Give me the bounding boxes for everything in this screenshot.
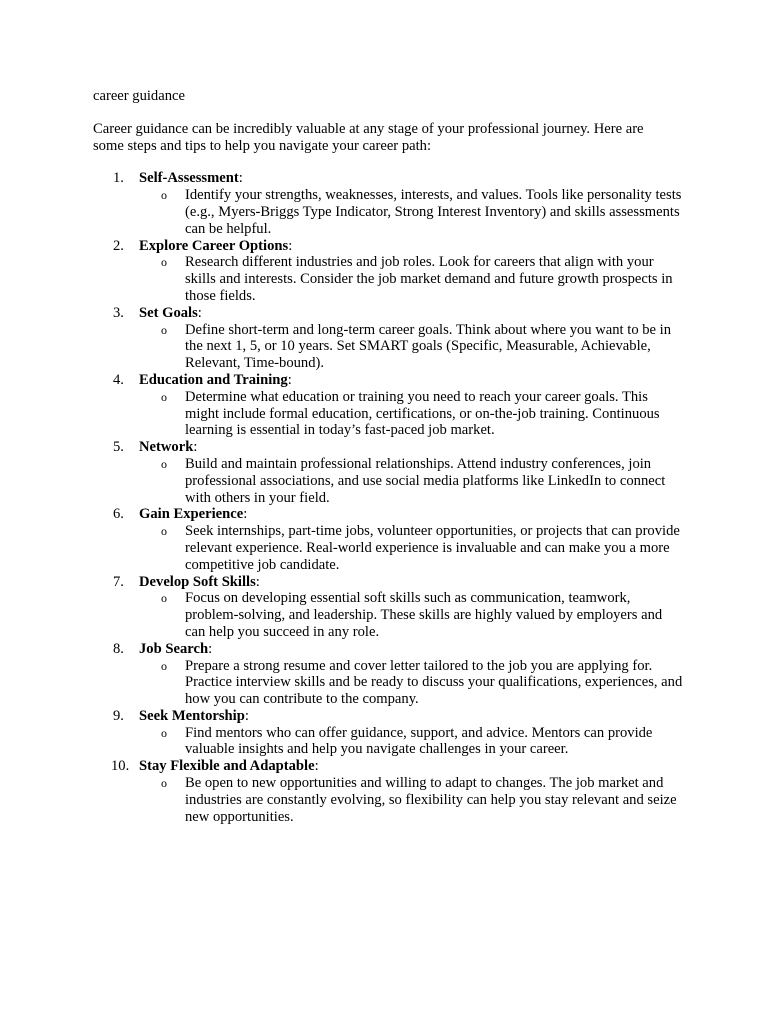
- step-number: 2.: [113, 237, 124, 254]
- sub-list: [139, 187, 683, 237]
- circle-bullet-icon: o: [161, 776, 167, 791]
- step-heading: [139, 439, 683, 456]
- step-label: Stay Flexible and Adaptable: [139, 758, 315, 775]
- step-number: 1.: [113, 170, 124, 187]
- sub-list-item: [139, 187, 683, 237]
- circle-bullet-icon: o: [161, 389, 167, 404]
- step-label-colon: :: [255, 573, 260, 590]
- step-heading: [139, 238, 683, 255]
- step-detail-text: Define short-term and long-term career goals. Think about where you want to be in the next 1, 5, or 10 years. Set SMART goals (Specific, Measurable, Achievable, Relevant, Time-bound).: [185, 321, 672, 372]
- step-detail-text: Prepare a strong resume and cover letter tailored to the job you are applying for. Practice interview skills and be ready to discuss your qualifications, experiences, and how you can contribute to the company.: [185, 657, 683, 708]
- step-heading: [139, 758, 683, 775]
- sub-list: [139, 725, 683, 759]
- step-label: Develop Soft Skills: [139, 573, 256, 590]
- list-item: [93, 506, 683, 573]
- step-number: 8.: [113, 640, 124, 657]
- circle-bullet-icon: o: [161, 456, 167, 471]
- list-item: [93, 372, 683, 439]
- step-heading: [139, 372, 683, 389]
- sub-list: [139, 658, 683, 708]
- step-label: Seek Mentorship: [139, 707, 245, 724]
- list-item: [93, 641, 683, 708]
- sub-list-item: [139, 456, 683, 506]
- step-label: Set Goals: [139, 304, 198, 321]
- list-item: [93, 708, 683, 758]
- step-label: Explore Career Options: [139, 237, 289, 254]
- circle-bullet-icon: o: [161, 255, 167, 270]
- step-detail-text: Be open to new opportunities and willing to adapt to changes. The job market and industries are constantly evolving, so flexibility can help you stay relevant and seize new opportunities.: [185, 775, 677, 825]
- list-item: [93, 574, 683, 641]
- step-heading: [139, 506, 683, 523]
- sub-list-item: [139, 254, 683, 304]
- step-detail-text: Seek internships, part-time jobs, volunteer opportunities, or projects that can provide relevant experience. Real-world experience is invaluable and can make you a more competitive job candidate.: [185, 523, 680, 573]
- circle-bullet-icon: o: [161, 591, 167, 606]
- step-heading: [139, 305, 683, 322]
- step-number: 3.: [113, 304, 124, 321]
- step-label: Self-Assessment: [139, 170, 239, 187]
- step-label-colon: :: [197, 304, 202, 321]
- step-heading: [139, 641, 683, 658]
- step-label-colon: :: [193, 439, 198, 456]
- list-item: [93, 758, 683, 825]
- step-heading: [139, 170, 683, 187]
- step-number: 9.: [113, 707, 124, 724]
- step-detail-text: Research different industries and job roles. Look for careers that align with your skills and interests. Consider the job market demand and future growth prospects in those fields.: [185, 254, 673, 304]
- list-item: [93, 305, 683, 372]
- step-number: 4.: [113, 371, 124, 388]
- step-label-colon: :: [287, 371, 292, 388]
- step-detail-text: Find mentors who can offer guidance, support, and advice. Mentors can provide valuable insights and help you navigate challenges in your career.: [185, 724, 653, 758]
- step-number: 7.: [113, 573, 124, 590]
- steps-list: [93, 170, 683, 825]
- document-title: career guidance: [93, 88, 185, 104]
- step-label-colon: :: [314, 758, 319, 775]
- circle-bullet-icon: o: [161, 658, 167, 673]
- circle-bullet-icon: o: [161, 524, 167, 539]
- step-label-colon: :: [238, 170, 243, 187]
- circle-bullet-icon: o: [161, 188, 167, 203]
- step-number: 6.: [113, 506, 124, 523]
- sub-list-item: [139, 590, 683, 640]
- sub-list-item: [139, 725, 683, 759]
- sub-list: [139, 523, 683, 573]
- intro-paragraph: Career guidance can be incredibly valuable at any stage of your professional journey. Here are some steps and tips to help you navigate your career path:: [93, 120, 644, 154]
- sub-list-item: [139, 523, 683, 573]
- step-heading: [139, 574, 683, 591]
- sub-list-item: [139, 658, 683, 708]
- step-detail-text: Identify your strengths, weaknesses, interests, and values. Tools like personality tests (e.g., Myers-Briggs Type Indicator, Strong Interest Inventory) and skills assessments can be helpful.: [185, 187, 682, 237]
- sub-list: [139, 254, 683, 304]
- document-page: [93, 88, 683, 825]
- sub-list: [139, 590, 683, 640]
- circle-bullet-icon: o: [161, 322, 167, 337]
- step-detail-text: Build and maintain professional relationships. Attend industry conferences, join professional associations, and use social media platforms like LinkedIn to connect with others in your field.: [185, 455, 666, 506]
- sub-list-item: [139, 322, 683, 372]
- sub-list: [139, 775, 683, 825]
- step-label: Job Search: [139, 640, 209, 657]
- sub-list: [139, 389, 683, 439]
- step-label: Network: [139, 439, 194, 456]
- step-label-colon: :: [243, 506, 248, 523]
- sub-list-item: [139, 775, 683, 825]
- step-number: 5.: [113, 439, 124, 456]
- step-detail-text: Focus on developing essential soft skills such as communication, teamwork, problem-solving, and leadership. These skills are highly valued by employers and can help you succeed in any role.: [185, 590, 663, 640]
- sub-list: [139, 322, 683, 372]
- step-number: 10.: [111, 758, 130, 775]
- sub-list-item: [139, 389, 683, 439]
- step-label-colon: :: [288, 237, 293, 254]
- step-label-colon: :: [244, 707, 249, 724]
- list-item: [93, 439, 683, 506]
- step-label: Gain Experience: [139, 506, 244, 523]
- circle-bullet-icon: o: [161, 725, 167, 740]
- sub-list: [139, 456, 683, 506]
- step-detail-text: Determine what education or training you need to reach your career goals. This might include formal education, certifications, or on-the-job training. Continuous learning is essential in today’s fast-paced job market.: [185, 388, 660, 439]
- list-item: [93, 170, 683, 237]
- step-heading: [139, 708, 683, 725]
- step-label: Education and Training: [139, 371, 288, 388]
- step-label-colon: :: [208, 640, 213, 657]
- list-item: [93, 238, 683, 305]
